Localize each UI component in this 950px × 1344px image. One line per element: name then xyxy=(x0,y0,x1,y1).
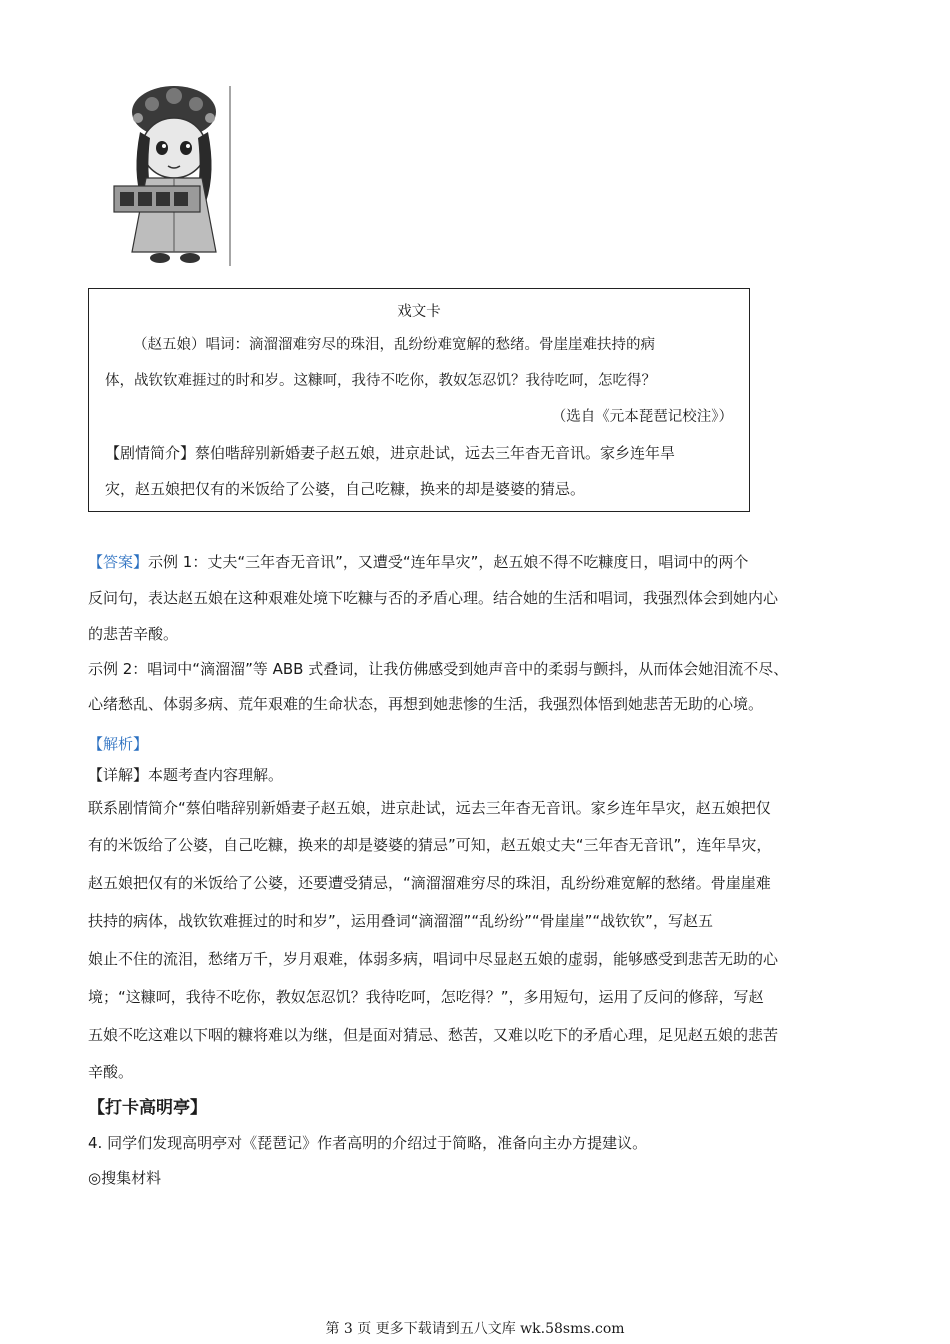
analysis-detail: 【详解】本题考查内容理解。 xyxy=(88,766,284,784)
opera-character-illustration xyxy=(112,82,234,270)
analysis-label-text: 【解析】 xyxy=(88,735,149,753)
question-4: 4. 同学们发现高明亭对《琵琶记》作者高明的介绍过于简略，准备向主办方提建议。 xyxy=(88,1134,648,1152)
analysis-label xyxy=(88,728,878,760)
answer-label: 【答案】 xyxy=(88,553,149,571)
analysis-line-5: 娘止不住的流泪，愁绪万千，岁月艰难，体弱多病，唱词中尽显赵五娘的虚弱，能够感受到悲苦无助的心 xyxy=(88,950,779,968)
plot-line-1-text: 蔡伯喈辞别新婚妻子赵五娘，进京赴试，远去三年杳无音讯。家乡连年旱 xyxy=(195,444,676,462)
section-heading: 【打卡高明亭】 xyxy=(88,1098,207,1118)
next-question-section xyxy=(88,1090,878,1196)
analysis-line-4: 扶持的病体，战钦钦难捱过的时和岁”，运用叠词“滴溜溜”“乱纷纷”“骨崖崖”“战钦钦”，写赵五 xyxy=(88,912,713,930)
analysis-line-1: 联系剧情简介“蔡伯喈辞别新婚妻子赵五娘，进京赴试，远去三年杳无音讯。家乡连年旱灾，赵五娘把仅 xyxy=(88,799,771,817)
plot-summary-line-1 xyxy=(105,435,733,471)
answer-section xyxy=(88,544,878,722)
plot-label: 【剧情简介】 xyxy=(105,444,196,462)
collect-material: ◎搜集材料 xyxy=(88,1169,162,1187)
answer-line-2: 反问句，表达赵五娘在这种艰难处境下吃糠与否的矛盾心理。结合她的生活和唱词，我强烈体会到她内心 xyxy=(88,589,779,607)
lyric-source: （选自《元本琵琶记校注》） xyxy=(551,409,733,425)
answer-line-4: 示例 2：唱词中“滴溜溜”等 ABB 式叠词，让我仿佛感受到她声音中的柔弱与颤抖，从而体会她泪流不尽、 xyxy=(88,660,789,678)
page-footer: 第 3 页 更多下载请到五八文库 wk.58sms.com xyxy=(325,1321,625,1337)
card-title: 戏文卡 xyxy=(397,304,441,320)
lyric-line-1: （赵五娘）唱词：滴溜溜难穷尽的珠泪，乱纷纷难宽解的愁绪。骨崖崖难扶持的病 xyxy=(133,337,655,353)
analysis-section xyxy=(88,728,878,1090)
lyric-line-2: 体，战钦钦难捱过的时和岁。这糠呵，我待不吃你，教奴怎忍饥？我待吃呵，怎吃得？ xyxy=(105,373,656,389)
analysis-line-8: 辛酸。 xyxy=(88,1063,134,1081)
answer-line-5: 心绪愁乱、体弱多病、荒年艰难的生命状态，再想到她悲惨的生活，我强烈体悟到她悲苦无助的心境。 xyxy=(88,695,764,713)
answer-line-3: 的悲苦辛酸。 xyxy=(88,625,179,643)
plot-summary-line-2: 灾，赵五娘把仅有的米饭给了公婆，自己吃糠，换来的却是婆婆的猜忌。 xyxy=(105,480,586,498)
analysis-line-7: 五娘不吃这难以下咽的糠将难以为继，但是面对猜忌、愁苦，又难以吃下的矛盾心理，足见赵五娘的悲苦 xyxy=(88,1026,779,1044)
analysis-line-3: 赵五娘把仅有的米饭给了公婆，还要遭受猜忌，“滴溜溜难穷尽的珠泪，乱纷纷难宽解的愁绪。骨崖崖难 xyxy=(88,874,771,892)
opera-text-card xyxy=(88,288,750,512)
analysis-line-6: 境；“这糠呵，我待不吃你，教奴怎忍饥？我待吃呵，怎吃得？”，多用短句，运用了反问的修辞，写赵 xyxy=(88,988,764,1006)
analysis-line-2: 有的米饭给了公婆，自己吃糠，换来的却是婆婆的猜忌”可知，赵五娘丈夫“三年杳无音讯”，连年旱灾， xyxy=(88,836,772,854)
answer-line-1 xyxy=(88,544,878,580)
answer-line-1-text: 示例 1：丈夫“三年杳无音讯”，又遭受“连年旱灾”，赵五娘不得不吃糠度日，唱词中的两个 xyxy=(148,553,749,571)
